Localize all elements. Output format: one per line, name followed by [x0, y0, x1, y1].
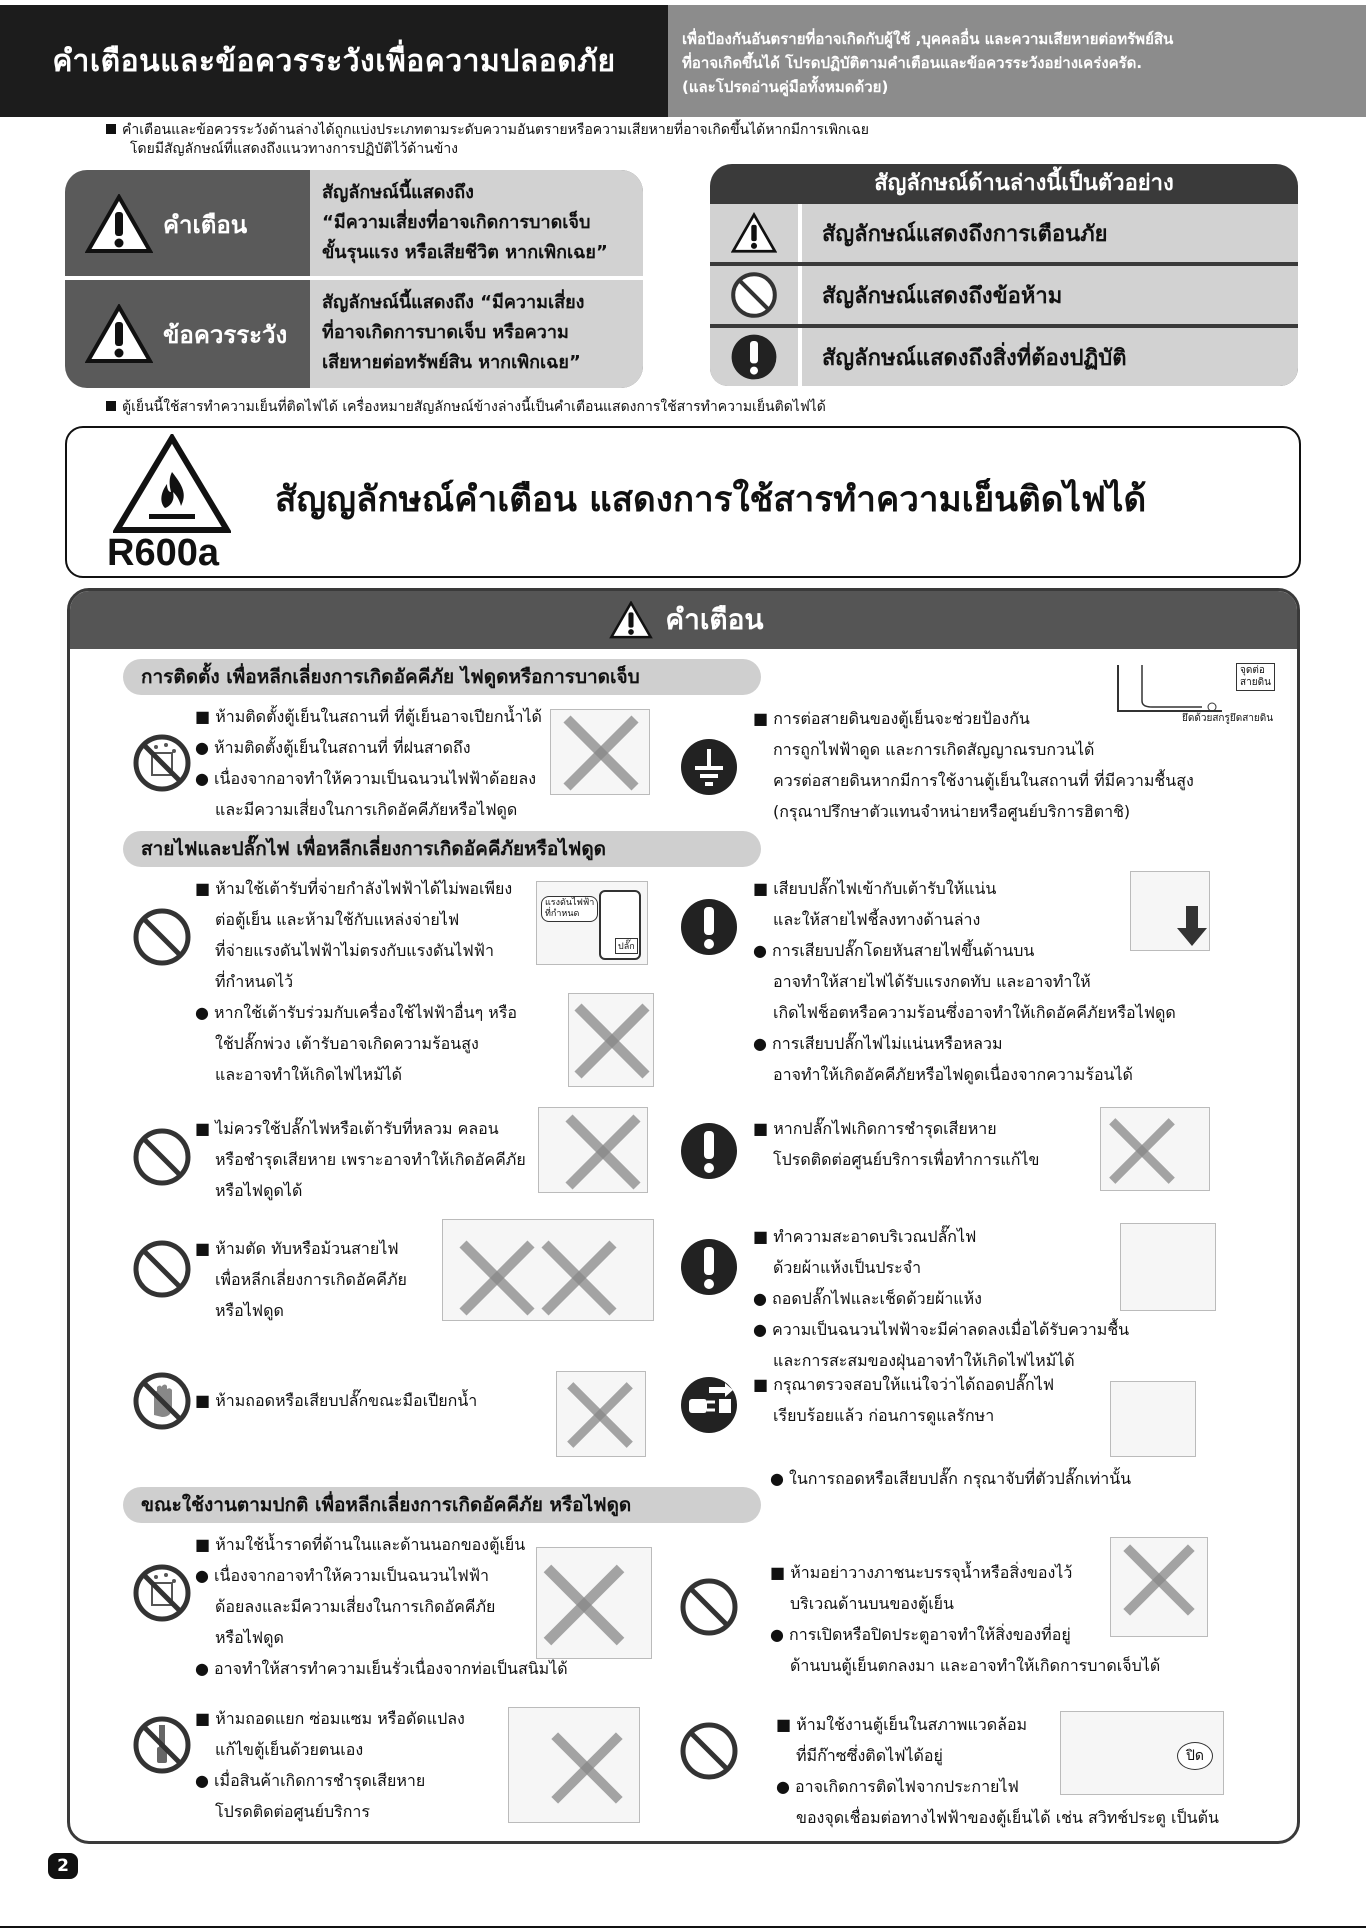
- text-line: ด้านบนตู้เย็นตกลงมา และอาจทำให้เกิดการบาดเจ็บได้: [790, 1656, 1161, 1675]
- prohibited-icon: [132, 907, 192, 967]
- mandatory-icon: [730, 333, 778, 381]
- ground-label: ยึดด้วยสกรูยึดสายดิน: [1182, 713, 1274, 724]
- text-line: ควรต่อสายดินหากมีการใช้งานตู้เย็นในสถานที่ ที่มีความชื้นสูง: [773, 771, 1194, 790]
- level-label: ข้อควรระวัง: [163, 320, 288, 349]
- level-label: คำเตือน: [163, 210, 248, 239]
- text-line: และการสะสมของฝุ่นอาจทำให้เกิดไฟไหม้ได้: [773, 1351, 1075, 1370]
- unplug-icon: [679, 1375, 739, 1435]
- cross-mark-icon: [457, 1238, 537, 1318]
- warning-triangle-icon: [85, 304, 153, 364]
- warning-section-header: [70, 591, 1300, 649]
- illustration-disassemble: [508, 1707, 640, 1823]
- ground-diagram: [1112, 661, 1292, 729]
- text-line: ■ ห้ามติดตั้งตู้เย็นในสถานที่ ที่ตู้เย็นอาจเปียกน้ำได้: [195, 707, 542, 726]
- mandatory-icon: [679, 897, 739, 957]
- text-line: หรือไฟดูดได้: [215, 1181, 303, 1200]
- page-number: 2: [48, 1853, 78, 1879]
- r600a-title: สัญญลักษณ์คำเตือน แสดงการใช้สารทำความเย็นติดไฟได้: [275, 480, 1147, 520]
- level-desc: สัญลักษณ์นี้แสดงถึง: [322, 182, 474, 203]
- text-block: [195, 1233, 455, 1326]
- text-line: เกิดไฟช็อตหรือความร้อนซึ่งอาจทำให้เกิดอัคคีภัยหรือไฟดูด: [773, 1003, 1176, 1022]
- text-line: การถูกไฟฟ้าดูด และการเกิดสัญญาณรบกวนได้: [773, 740, 1095, 759]
- text-line: ด้อยลงและมีความเสี่ยงในการเกิดอัคคีภัย: [215, 1597, 496, 1616]
- illustration-rain-fridge: [550, 709, 650, 795]
- text-line: ■ กรุณาตรวจสอบให้แน่ใจว่าได้ถอดปลั๊กไฟ: [753, 1375, 1055, 1394]
- symbol-text: สัญลักษณ์แสดงถึงข้อห้าม: [822, 283, 1063, 309]
- text-line: ที่มีก๊าซซึ่งติดไฟได้อยู่: [796, 1746, 943, 1765]
- cross-mark-icon: [549, 1730, 625, 1806]
- text-line: หรือไฟดูด: [215, 1301, 284, 1320]
- prohibited-icon: [132, 1127, 192, 1187]
- illustration-gas-leak: [1060, 1711, 1224, 1795]
- illustration-outlet: [536, 881, 648, 965]
- text-line: ■ ห้ามถอดหรือเสียบปลั๊กขณะมือเปียกน้ำ: [195, 1391, 478, 1410]
- illustration-falling-objects: [1110, 1537, 1208, 1637]
- text-line: ■ หากปลั๊กไฟเกิดการชำรุดเสียหาย: [753, 1119, 997, 1138]
- text-line: ● อาจทำให้สารทำความเย็นรั่วเนื่องจากท่อเป็นสนิมได้: [195, 1659, 568, 1678]
- note-text: คำเตือนและข้อควรระวังด้านล่างได้ถูกแบ่งประเภทตามระดับความอันตรายหรือความเสียหายที่อาจเกิดขึ้นได้หากมีการเพิกเฉย: [122, 122, 869, 138]
- cross-mark-icon: [541, 1562, 627, 1648]
- text-line: ● อาจเกิดการติดไฟจากประกายไฟ: [776, 1777, 1019, 1796]
- text-line: (กรุณาปรึกษาตัวแทนจำหน่ายหรือศูนย์บริการฮิตาชิ): [773, 802, 1131, 821]
- text-line: ● การเปิดหรือปิดประตูอาจทำให้สิ่งของที่อยู่: [770, 1625, 1071, 1644]
- text-block: [195, 1385, 555, 1416]
- text-block: [195, 873, 555, 997]
- illustration-damaged-plug: [1100, 1107, 1210, 1191]
- text-line: ● ความเป็นฉนวนไฟฟ้าจะมีค่าลดลงเมื่อได้รับความชื้น: [753, 1320, 1130, 1339]
- cross-mark-icon: [539, 1238, 619, 1318]
- text-line: ● เนื่องจากอาจทำให้ความเป็นฉนวนไฟฟ้าด้อยลง: [195, 769, 536, 788]
- text-line: ■ การต่อสายดินของตู้เย็นจะช่วยป้องกัน: [753, 709, 1030, 728]
- mandatory-icon: [679, 1237, 739, 1297]
- text-line: และอาจทำให้เกิดไฟไหม้ได้: [215, 1065, 403, 1084]
- prohibited-icon: [730, 271, 778, 319]
- level-desc: สัญลักษณ์นี้แสดงถึง “มีความเสี่ยง: [322, 292, 585, 313]
- note-text: โดยมีสัญลักษณ์ที่แสดงถึงแนวทางการปฏิบัติไว้ด้านข้าง: [130, 141, 459, 157]
- warning-levels-box: [65, 170, 643, 388]
- symbol-text: สัญลักษณ์แสดงถึงการเตือนภัย: [822, 221, 1108, 247]
- section-title-installation: การติดตั้ง เพื่อหลีกเลี่ยงการเกิดอัคคีภัย ไฟดูดหรือการบาดเจ็บ: [123, 659, 761, 695]
- text-line: อาจทำให้สายไฟได้รับแรงกดทับ และอาจทำให้: [773, 972, 1091, 991]
- no-water-icon: [132, 1563, 192, 1623]
- text-block: [195, 1113, 555, 1206]
- text-line: และให้สายไฟชี้ลงทางด้านล่าง: [773, 910, 981, 929]
- text-line: ที่จ่ายแรงดันไฟฟ้าไม่ตรงกับแรงดันไฟฟ้า: [215, 941, 494, 960]
- level-warning: [65, 170, 643, 278]
- text-line: ● ในการถอดหรือเสียบปลั๊ก กรุณาจับที่ตัวปลั๊กเท่านั้น: [770, 1469, 1132, 1488]
- cross-mark-icon: [565, 1380, 635, 1450]
- text-line: หรือชำรุดเสียหาย เพราะอาจทำให้เกิดอัคคีภัย: [215, 1150, 526, 1169]
- ground-icon: [679, 737, 739, 797]
- ground-label: จุดต่อ: [1240, 665, 1265, 676]
- text-line: ■ ห้ามใช้งานตู้เย็นในสภาพแวดล้อม: [776, 1715, 1028, 1734]
- level-desc: ที่อาจเกิดการบาดเจ็บ หรือความ: [322, 322, 569, 343]
- symbol-box-title: สัญลักษณ์ด้านล่างนี้เป็นตัวอย่าง: [874, 171, 1174, 196]
- level-desc: เสียหายต่อทรัพย์สิน หากเพิกเฉย”: [322, 352, 581, 373]
- text-line: ■ เสียบปลั๊กไฟเข้ากับเต้ารับให้แน่น: [753, 879, 997, 898]
- mandatory-icon: [679, 1121, 739, 1181]
- section-title-power-cord: สายไฟและปลั๊กไฟ เพื่อหลีกเลี่ยงการเกิดอัคคีภัยหรือไฟดูด: [123, 831, 761, 867]
- close-label: ปิด: [1177, 1742, 1213, 1770]
- illustration-water-spray: [536, 1547, 652, 1659]
- warning-heading: คำเตือน: [665, 603, 764, 636]
- text-line: ■ ห้ามถอดแยก ซ่อมแซม หรือดัดแปลง: [195, 1709, 465, 1728]
- header-title-block: [0, 5, 668, 117]
- cross-mark-icon: [563, 1112, 643, 1192]
- cross-mark-icon: [1107, 1116, 1177, 1186]
- flammable-icon: [113, 434, 231, 534]
- text-line: ■ ห้ามใช้น้ำราดที่ด้านในและด้านนอกของตู้เย็น: [195, 1535, 526, 1554]
- intro-line: ที่อาจเกิดขึ้นได้ โปรดปฏิบัติตามคำเตือนและข้อควรระวังอย่างเคร่งครัด.: [682, 54, 1143, 72]
- outlet-label: แรงดันไฟฟ้า: [545, 898, 595, 908]
- symbol-row: [710, 204, 1298, 262]
- text-line: ■ ไม่ควรใช้ปลั๊กไฟหรือเต้ารับที่หลวม คลอน: [195, 1119, 499, 1138]
- text-block: [195, 997, 555, 1090]
- text-line: ของจุดเชื่อมต่อทางไฟฟ้าของตู้เย็นได้ เช่น สวิทช์ประตู เป็นต้น: [796, 1808, 1219, 1827]
- warning-triangle-icon: [609, 601, 653, 639]
- refrigerant-code: R600a: [107, 532, 219, 574]
- text-line: หรือไฟดูด: [215, 1628, 284, 1647]
- level-desc: “มีความเสี่ยงที่อาจเกิดการบาดเจ็บ: [322, 212, 591, 233]
- cross-mark-icon: [1121, 1542, 1197, 1618]
- outlet-label: ปลั๊ก: [615, 938, 638, 954]
- text-line: ● ถอดปลั๊กไฟและเช็ดด้วยผ้าแห้ง: [753, 1289, 982, 1308]
- page-header: [0, 5, 1366, 117]
- text-line: ที่กำหนดไว้: [215, 972, 294, 991]
- text-line: ■ ห้ามใช้เต้ารับที่จ่ายกำลังไฟฟ้าได้ไม่พอเพียง: [195, 879, 513, 898]
- text-line: ● เมื่อสินค้าเกิดการชำรุดเสียหาย: [195, 1771, 426, 1790]
- symbol-text: สัญลักษณ์แสดงถึงสิ่งที่ต้องปฏิบัติ: [822, 345, 1127, 371]
- text-line: ด้วยผ้าแห้งเป็นประจำ: [773, 1258, 922, 1277]
- text-block: [195, 1703, 515, 1827]
- symbol-examples-box: [710, 164, 1298, 386]
- text-line: ■ ห้ามอย่าวางภาชนะบรรจุน้ำหรือสิ่งของไว้: [770, 1563, 1073, 1582]
- page-bottom-rule: [0, 1926, 1366, 1928]
- warning-triangle-icon: [85, 194, 153, 254]
- page-title: คำเตือนและข้อควรระวังเพื่อความปลอดภัย: [52, 43, 616, 79]
- warning-section: [67, 588, 1300, 1844]
- text-line: ■ ห้ามตัด ทับหรือม้วนสายไฟ: [195, 1239, 399, 1258]
- note-top: [106, 121, 869, 159]
- text-line: ● เนื่องจากอาจทำให้ความเป็นฉนวนไฟฟ้า: [195, 1566, 490, 1585]
- text-line: ● หากใช้เต้ารับร่วมกับเครื่องใช้ไฟฟ้าอื่นๆ หรือ: [195, 1003, 518, 1022]
- text-line: อาจทำให้เกิดอัคคีภัยหรือไฟดูดเนื่องจากความร้อนได้: [773, 1065, 1133, 1084]
- level-caution: [65, 280, 643, 388]
- outlet-label: ที่กำหนด: [545, 909, 580, 919]
- text-line: โปรดติดต่อศูนย์บริการ: [215, 1802, 370, 1821]
- illustration-plug-down: [1130, 871, 1210, 951]
- symbol-row: [710, 266, 1298, 324]
- text-line: โปรดติดต่อศูนย์บริการเพื่อทำการแก้ไข: [773, 1150, 1040, 1169]
- warning-triangle-icon: [731, 212, 777, 254]
- illustration-wet-hands: [556, 1371, 646, 1457]
- text-line: บริเวณด้านบนของตู้เย็น: [790, 1594, 954, 1613]
- section-title-normal-use: ขณะใช้งานตามปกติ เพื่อหลีกเลี่ยงการเกิดอัคคีภัย หรือไฟดูด: [123, 1487, 761, 1523]
- no-water-icon: [132, 733, 192, 793]
- cross-mark-icon: [561, 713, 641, 793]
- prohibited-icon: [679, 1577, 739, 1637]
- text-line: ● ห้ามติดตั้งตู้เย็นในสถานที่ ที่ฝนสาดถึง: [195, 738, 471, 757]
- r600a-box: [65, 426, 1301, 578]
- no-wet-hands-icon: [132, 1371, 192, 1431]
- illustration-power-strip: [568, 993, 654, 1087]
- text-line: เพื่อหลีกเลี่ยงการเกิดอัคคีภัย: [215, 1270, 407, 1289]
- text-line: ■ ทำความสะอาดบริเวณปลั๊กไฟ: [753, 1227, 977, 1246]
- text-line: และมีความเสี่ยงในการเกิดอัคคีภัยหรือไฟดูด: [215, 800, 518, 819]
- text-line: ● การเสียบปลั๊กไฟไม่แน่นหรือหลวม: [753, 1034, 1003, 1053]
- note-text: ตู้เย็นนี้ใช้สารทำความเย็นที่ติดไฟได้ เครื่องหมายสัญลักษณ์ข้างล่างนี้เป็นคำเตือนแสดงการใช้สารทำความเย็นติดไฟได้: [122, 399, 826, 415]
- prohibited-icon: [679, 1721, 739, 1781]
- symbol-row: [710, 328, 1298, 386]
- text-line: ● การเสียบปลั๊กโดยหันสายไฟขึ้นด้านบน: [753, 941, 1035, 960]
- text-line: ต่อตู้เย็น และห้ามใช้กับแหล่งจ่ายไฟ: [215, 910, 460, 929]
- text-line: เรียบร้อยแล้ว ก่อนการดูแลรักษา: [773, 1406, 995, 1425]
- illustration-loose-outlet: [538, 1107, 648, 1193]
- intro-line: (และโปรดอ่านคู่มือทั้งหมดด้วย): [682, 78, 889, 96]
- text-line: แก้ไขตู้เย็นด้วยตนเอง: [215, 1740, 364, 1759]
- text-line: ใช้ปลั๊กพ่วง เต้ารับอาจเกิดความร้อนสูง: [215, 1034, 479, 1053]
- ground-label: สายดิน: [1240, 677, 1271, 688]
- illustration-unplug: [1110, 1381, 1196, 1457]
- cross-mark-icon: [572, 1001, 652, 1081]
- prohibited-icon: [132, 1239, 192, 1299]
- level-desc: ขั้นรุนแรง หรือเสียชีวิต หากเพิกเฉย”: [322, 242, 608, 263]
- arrow-down-icon: [1177, 906, 1207, 946]
- note-flammable: [106, 398, 826, 417]
- intro-line: เพื่อป้องกันอันตรายที่อาจเกิดกับผู้ใช้ ,บุคคลอื่น และความเสียหายต่อทรัพย์สิน: [682, 30, 1174, 48]
- header-intro: [668, 5, 1366, 117]
- illustration-clean-plug: [1120, 1223, 1216, 1311]
- no-disassemble-icon: [132, 1715, 192, 1775]
- illustration-cord-damage: [442, 1219, 654, 1321]
